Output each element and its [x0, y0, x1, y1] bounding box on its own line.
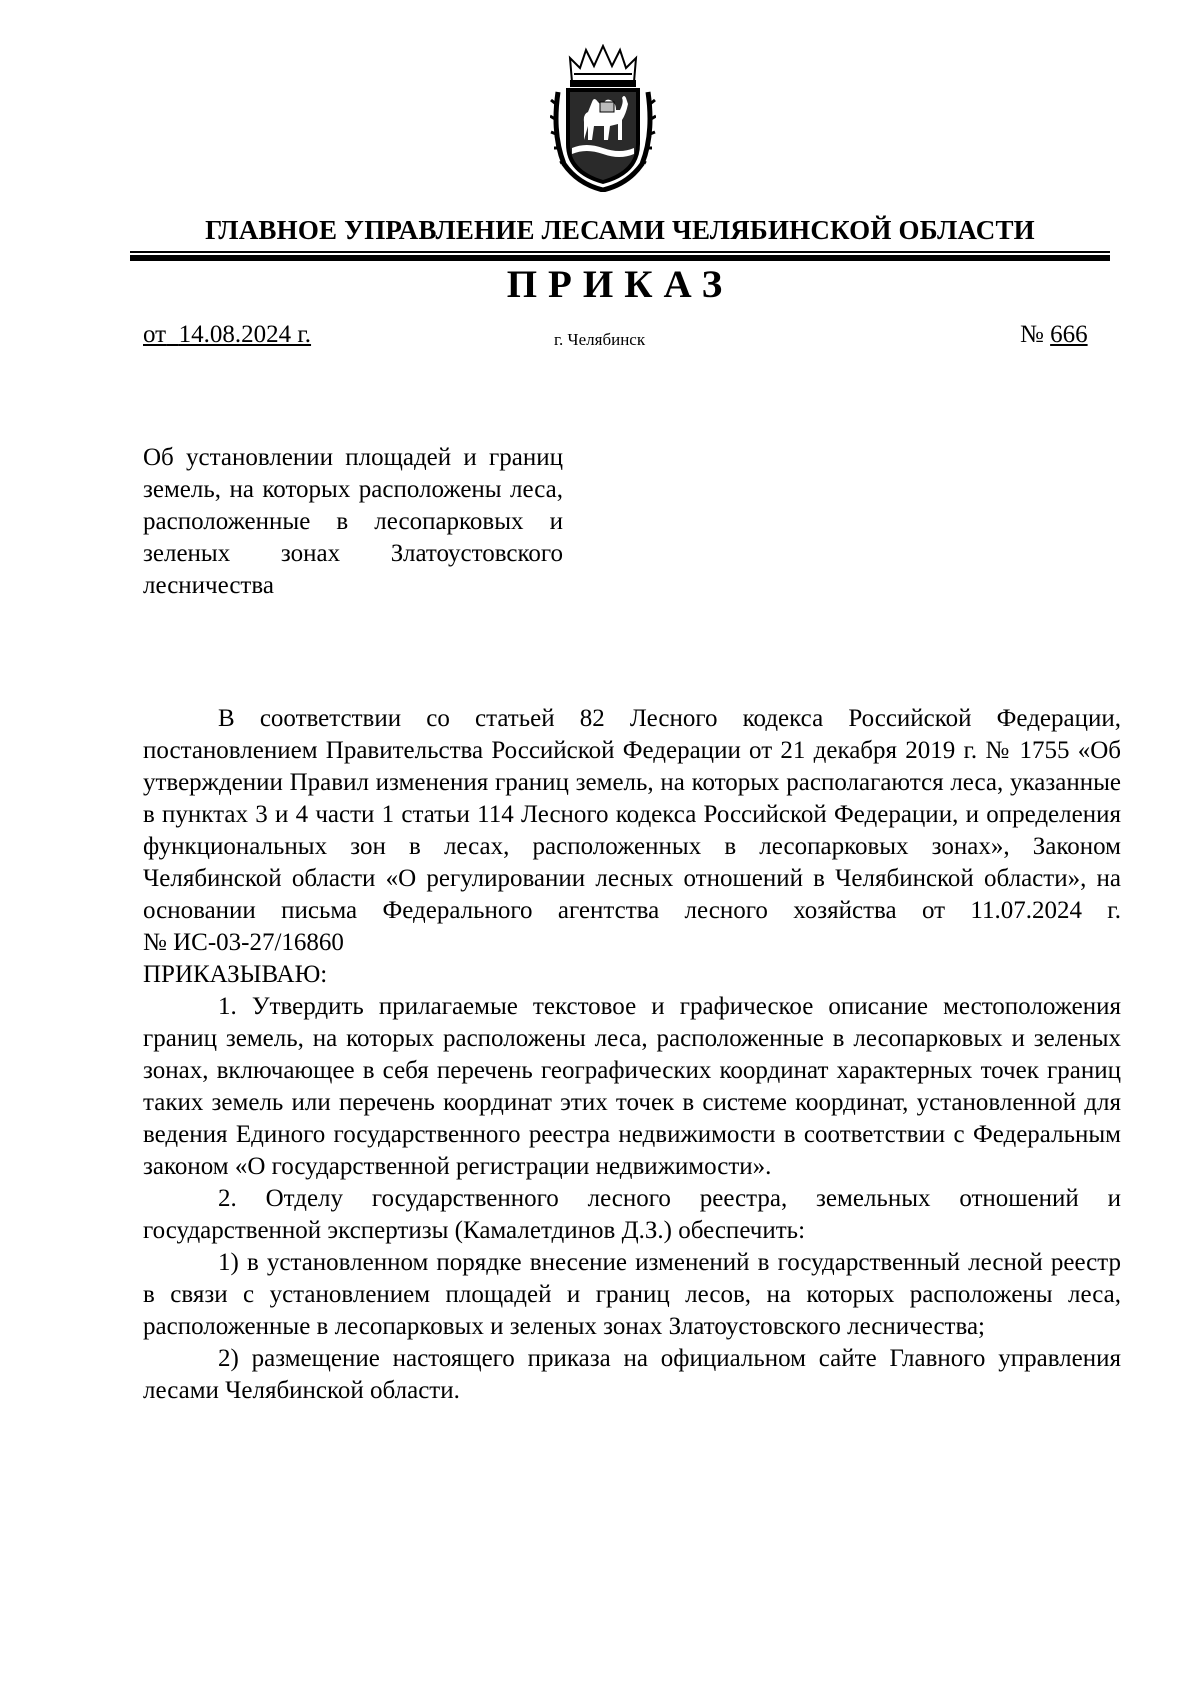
order-body [143, 703, 1121, 1407]
organization-name: ГЛАВНОЕ УПРАВЛЕНИЕ ЛЕСАМИ ЧЕЛЯБИНСКОЙ ОБЛАСТИ [205, 215, 1035, 245]
order-subitem-1: 1) в установленном порядке внесение изменений в государственный лесной реестр в связи с установлением площадей и границ лесов, на которых расположены леса, расположенные в лесопарковых и зеленых зонах Златоустовского лесничества; [143, 1249, 1121, 1340]
preamble-paragraph: В соответствии со статьей 82 Лесного кодекса Российской Федерации, постановлением Правительства Российской Федерации от 21 декабря 2019 г. № 1755 «Об утверждении Правил изменения границ земель, на которых располагаются леса, указанные в пунктах 3 и 4 части 1 статьи 114 Лесного кодекса Российской Федерации, и определения функциональных зон в лесах, расположенных в лесопарковых зонах», Законом Челябинской области «О регулировании лесных отношений в Челябинской области», на основании письма Федерального агентства лесного хозяйства от 11.07.2024 г. [143, 705, 1121, 924]
number-value: 666 [1050, 321, 1088, 348]
order-subject: Об установлении площадей и границ земель, на которых расположены леса, расположенные в лесопарковых и зеленых зонах Златоустовского лесничества [143, 444, 563, 599]
number-prefix: № [1020, 321, 1044, 348]
document-type-title: ПРИКАЗ [506, 263, 734, 306]
order-item-1: 1. Утвердить прилагаемые текстовое и графическое описание местоположения границ земель, на которых расположены леса, расположенные в лесопарковых и зеленых зонах, включающее в себя перечень географических координат характерных точек границ таких земель или перечень координат этих точек в системе координат, установленной для ведения Единого государственного реестра недвижимости в соответствии с Федеральным законом «О государственной регистрации недвижимости». [143, 993, 1121, 1180]
header-rule-thick [130, 255, 1110, 261]
document-date [143, 321, 311, 349]
order-word: ПРИКАЗЫВАЮ: [143, 961, 328, 988]
coat-of-arms-icon [550, 44, 656, 192]
document-number [1020, 321, 1088, 349]
date-value: 14.08.2024 г. [178, 321, 312, 348]
header-rule-thin [130, 251, 1110, 253]
date-prefix: от [143, 321, 167, 348]
order-subitem-2: 2) размещение настоящего приказа на официальном сайте Главного управления лесами Челябинской области. [143, 1345, 1121, 1404]
letter-number: № ИС-03-27/16860 [143, 929, 344, 956]
order-item-2: 2. Отделу государственного лесного реестра, земельных отношений и государственной экспертизы (Камалетдинов Д.З.) обеспечить: [143, 1185, 1121, 1244]
document-city: г. Челябинск [554, 330, 646, 349]
